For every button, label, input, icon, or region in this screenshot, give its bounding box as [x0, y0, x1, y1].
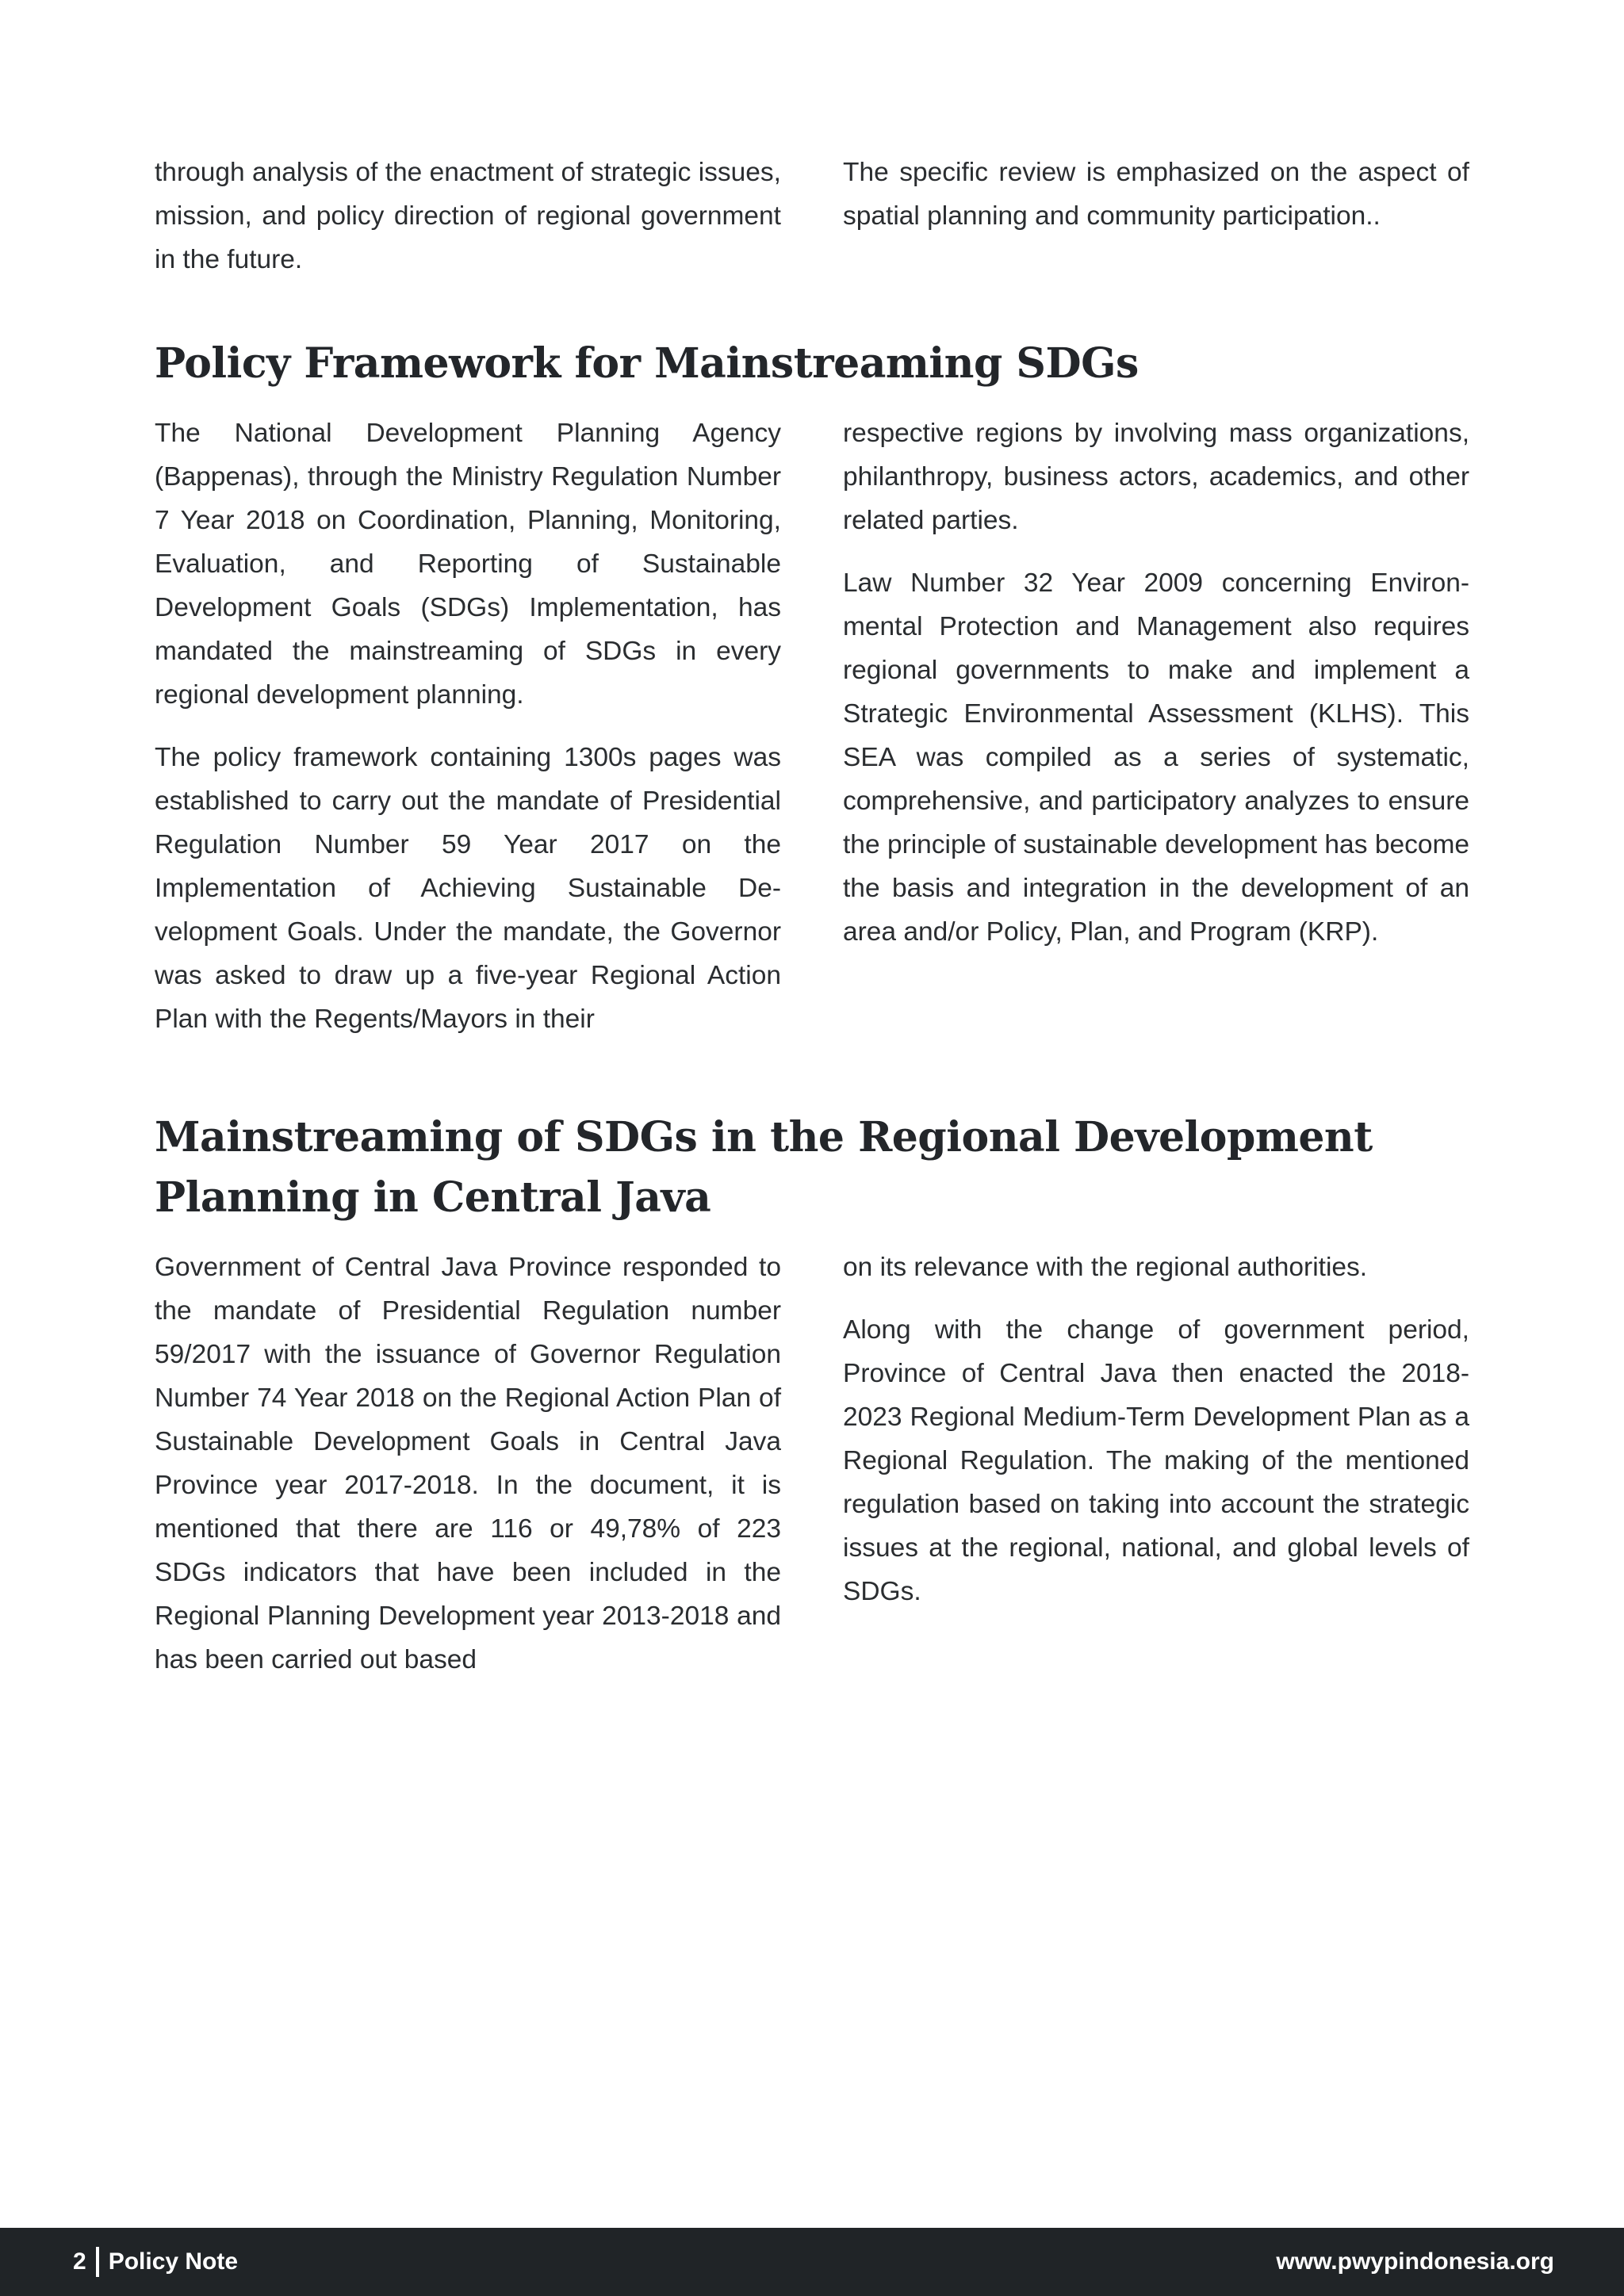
central-java-left-column	[155, 1246, 781, 1701]
footer-separator	[96, 2247, 99, 2277]
intro-right-column	[843, 151, 1469, 300]
central-java-left-paragraph-1: Government of Central Java Province responded to the mandate of Presidential Regulation number 59/2017 with the issuance of Governor Regulation Number 74 Year 2018 on the Regional Action Plan of Sustainable Development Goals in Central Java Province year 2017-2018. In the document, it is mentioned that there are 116 or 49,78% of 223 SDGs indicators that have been included in the Regional Planning Development year 2013-2018 and has been carried out based	[155, 1253, 781, 1674]
policy-right-paragraph-2: Law Number 32 Year 2009 concerning Environmental Protection and Management also requires regional governments to make and implement a Strategic Environmental Assessment (KLHS). This SEA was compiled as a series of systematic, comprehensive, and participatory analyzes to ensure the principle of sustainable development has become the basis and integration in the development of an area and/or Policy, Plan, and Program (KRP).	[843, 568, 1469, 947]
footer-website-link[interactable]: www.pwypindonesia.org	[1276, 2248, 1554, 2275]
footer-page-info	[73, 2247, 238, 2277]
section-heading-central-java: Mainstreaming of SDGs in the Regional Development Planning in Central Java	[155, 1113, 1373, 1222]
central-java-right-paragraph-1: on its relevance with the regional authorities.	[843, 1253, 1368, 1282]
intro-left-paragraph: through analysis of the enactment of strategic issues, mission, and policy direction of regional government in the future.	[155, 158, 781, 274]
document-page	[155, 151, 1469, 1701]
central-java-right-column	[843, 1246, 1469, 1701]
policy-left-column	[155, 411, 781, 1060]
central-java-section	[155, 1108, 1469, 1701]
footer-page-number: 2	[73, 2248, 86, 2275]
policy-right-paragraph-1: respective regions by involving mass organizations, philanthropy, business actors, academics, and other related parties.	[843, 419, 1469, 535]
section-heading-policy-framework: Policy Framework for Mainstreaming SDGs	[155, 339, 1139, 388]
central-java-right-paragraph-2: Along with the change of government period, Province of Central Java then enacted the 2018-2023 Regional Medium-Term Development Plan as a Regional Regulation. The making of the mentioned regulation based on taking into account the strategic issues at the regional, national, and global levels of SDGs.	[843, 1315, 1469, 1606]
central-java-columns	[155, 1246, 1469, 1701]
footer-doc-type: Policy Note	[108, 2248, 239, 2275]
policy-right-column	[843, 411, 1469, 1060]
policy-left-paragraph-2: The policy framework containing 1300s pages was established to carry out the mandate of Presidential Regulation Number 59 Year 2017 on the Implementation of Achieving Sustainable Development Goals. Under the mandate, the Governor was asked to draw up a five-year Regional Action Plan with the Regents/Mayors in their	[155, 743, 781, 1034]
page-footer	[0, 2228, 1624, 2296]
intro-right-paragraph: The specific review is emphasized on the aspect of spatial planning and community participation..	[843, 158, 1469, 231]
intro-columns	[155, 151, 1469, 300]
policy-framework-columns	[155, 411, 1469, 1060]
policy-left-paragraph-1: The National Development Planning Agency (Bappenas), through the Ministry Regulation Number 7 Year 2018 on Coordination, Planning, Monitoring, Evaluation, and Reporting of Sustainable Development Goals (SDGs) Implementation, has mandated the mainstreaming of SDGs in every regional development planning.	[155, 419, 781, 710]
policy-framework-section	[155, 334, 1469, 1060]
intro-left-column	[155, 151, 781, 300]
